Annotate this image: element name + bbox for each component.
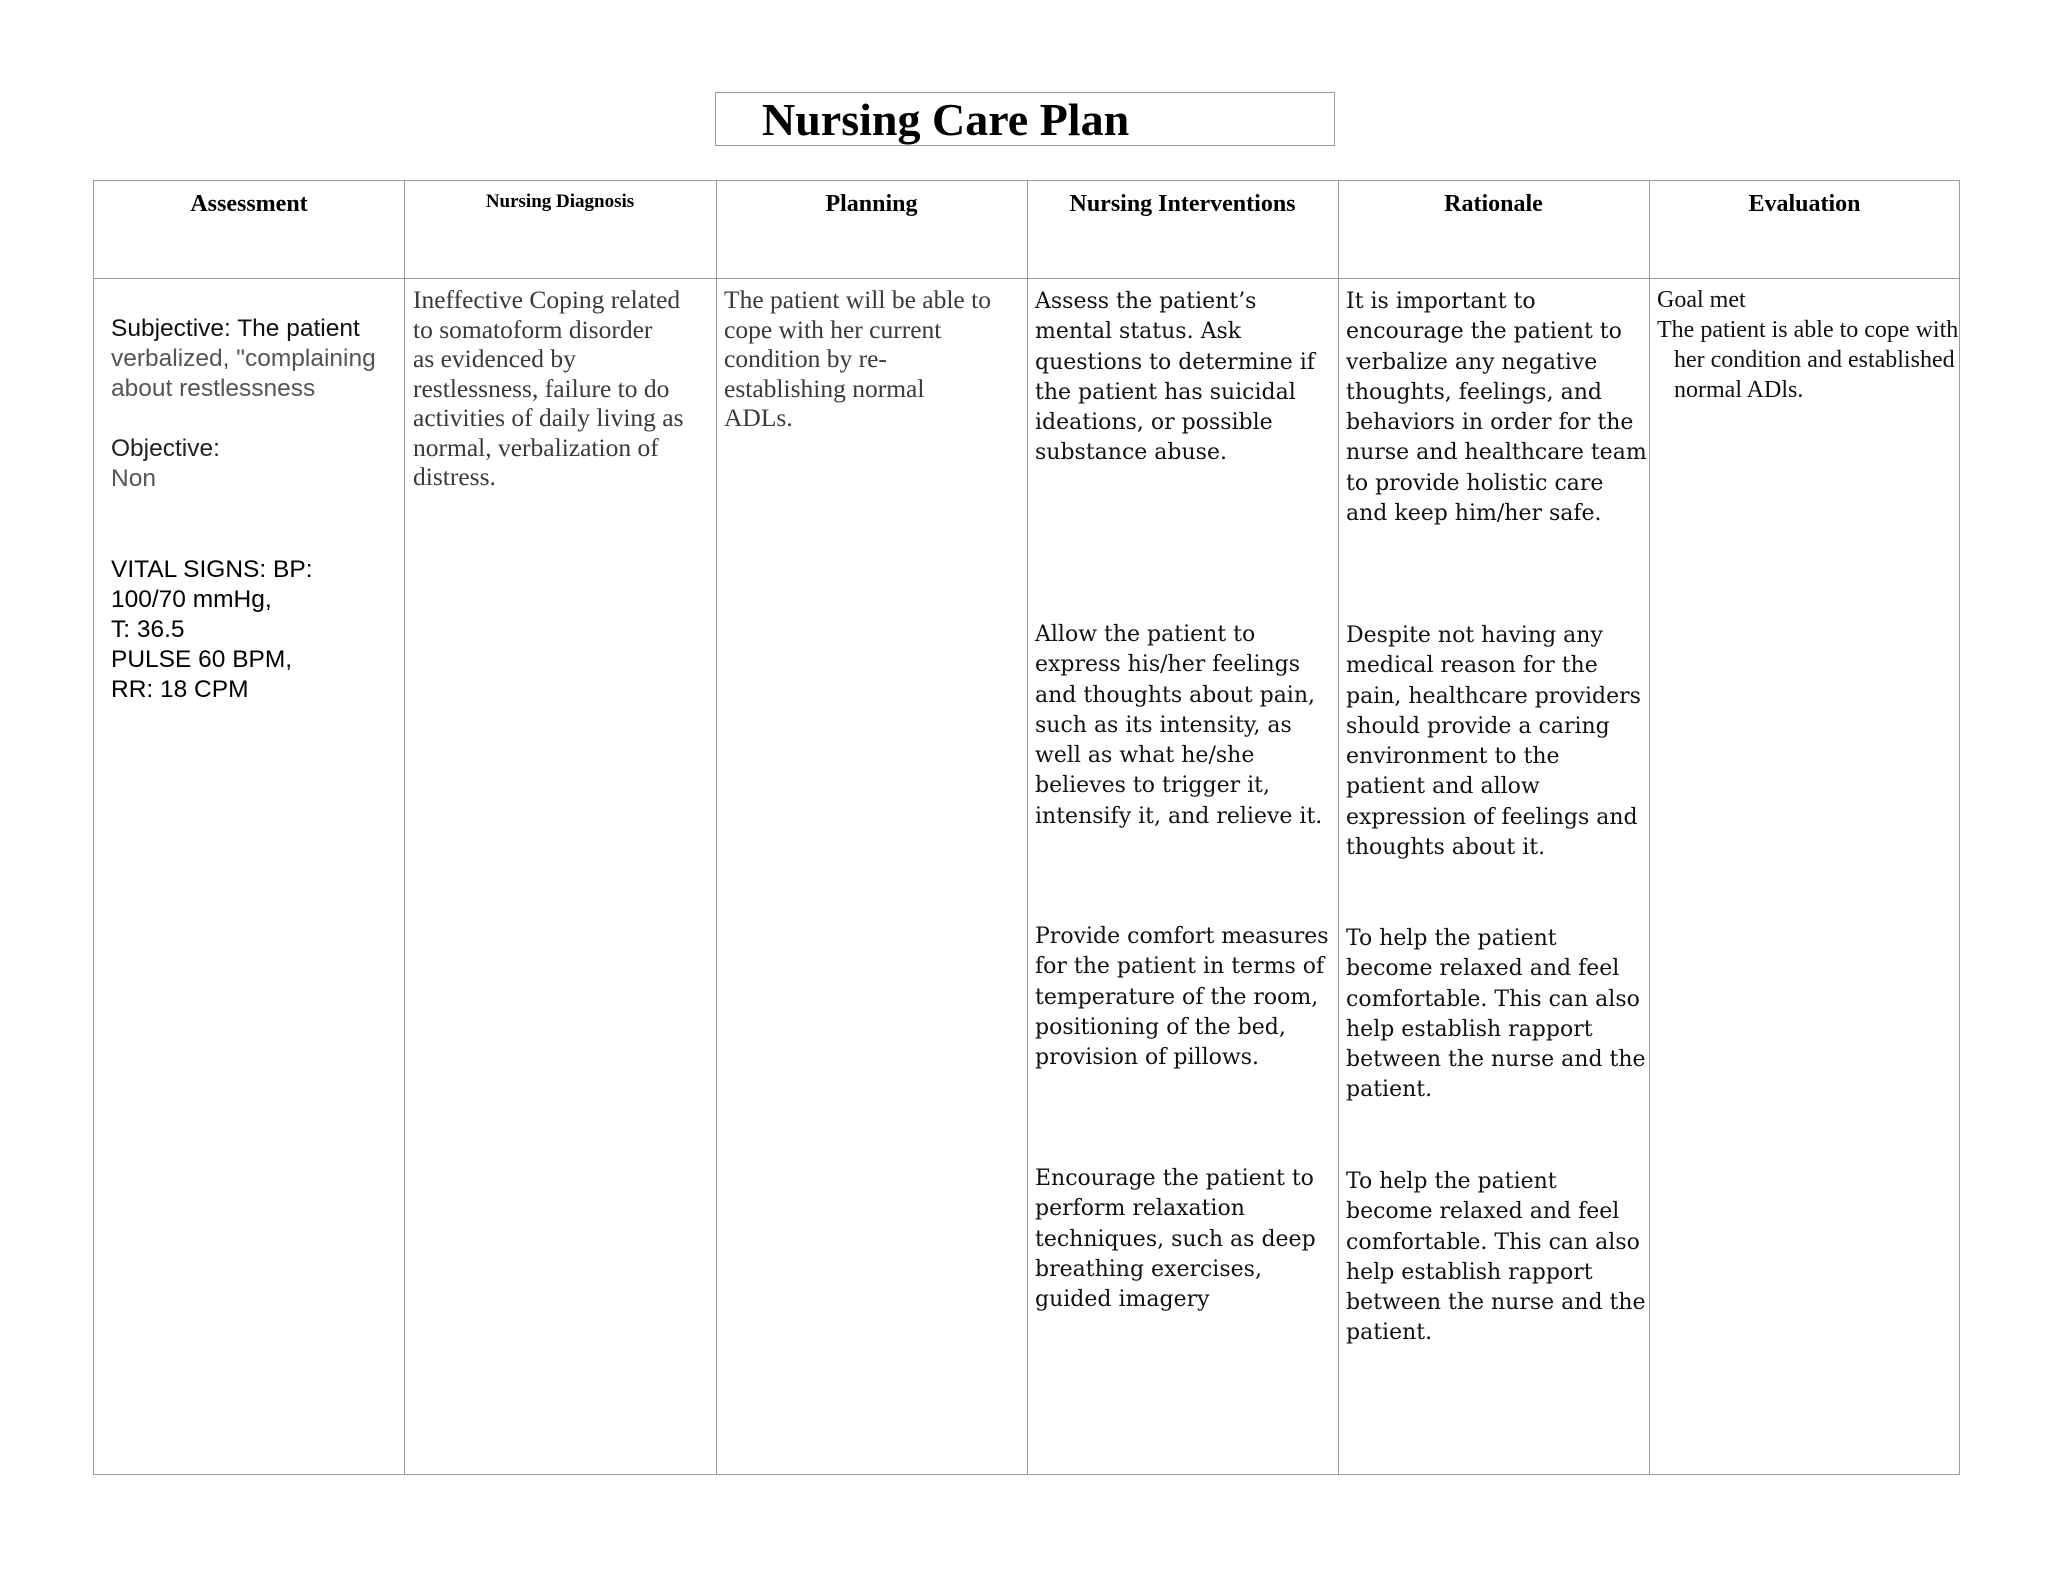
title-box	[715, 92, 1335, 146]
intervention-item: Assess the patient’s mental status. Ask questions to determine if the patient has suicidal ideations, or possible substance abuse.	[1035, 289, 1315, 466]
evaluation-status: Goal met	[1657, 287, 1746, 313]
intervention-item: Provide comfort measures for the patient in terms of temperature of the room, positioning of the bed, provision of pillows.	[1035, 924, 1329, 1071]
column-divider	[404, 181, 405, 1474]
rationale-item: To help the patient become relaxed and feel comfortable. This can also help establish rapport between the nurse and the patient.	[1346, 1169, 1646, 1346]
vital-signs: VITAL SIGNS: BP: 100/70 mmHg, T: 36.5 PULSE 60 BPM, RR: 18 CPM	[111, 556, 313, 703]
subjective-label: Subjective: The patient	[111, 315, 360, 342]
evaluation-text: The patient is able to cope with her condition and established normal ADls.	[1657, 317, 1959, 403]
care-plan-table	[93, 180, 1960, 1475]
rationale-item: To help the patient become relaxed and feel comfortable. This can also help establish rapport between the nurse and the patient.	[1346, 926, 1646, 1103]
column-divider	[716, 181, 717, 1474]
header-assessment: Assessment	[190, 191, 308, 217]
header-divider	[94, 278, 1959, 279]
planning-text: The patient will be able to cope with her current condition by re- establishing normal ADLs.	[724, 285, 991, 432]
intervention-item: Encourage the patient to perform relaxation techniques, such as deep breathing exercises, guided imagery	[1035, 1166, 1316, 1313]
header-planning: Planning	[825, 191, 918, 217]
nursing-diagnosis-text: Ineffective Coping related to somatoform disorder as evidenced by restlessness, failure to do activities of daily living as normal, verbalization of distress.	[413, 285, 684, 491]
objective-label: Objective:	[111, 435, 220, 462]
rationale-item: It is important to encourage the patient to verbalize any negative thoughts, feelings, and behaviors in order for the nurse and healthcare team to provide holistic care and keep him/her safe.	[1346, 289, 1647, 527]
page-title: Nursing Care Plan	[762, 94, 1130, 145]
header-rationale: Rationale	[1444, 191, 1543, 217]
column-divider	[1338, 181, 1339, 1474]
header-nursing-diagnosis: Nursing Diagnosis	[485, 191, 635, 212]
header-evaluation: Evaluation	[1748, 191, 1861, 217]
header-nursing-interventions: Nursing Interventions	[1069, 191, 1296, 217]
intervention-item: Allow the patient to express his/her feelings and thoughts about pain, such as its intensity, as well as what he/she believes to trigger it, intensify it, and relieve it.	[1035, 622, 1323, 829]
column-divider	[1027, 181, 1028, 1474]
subjective-text: verbalized, "complaining about restlessness	[111, 345, 376, 402]
objective-value: Non	[111, 465, 156, 492]
column-divider	[1649, 181, 1650, 1474]
rationale-item: Despite not having any medical reason for the pain, healthcare providers should provide a caring environment to the patient and allow expression of feelings and thoughts about it.	[1346, 623, 1641, 861]
